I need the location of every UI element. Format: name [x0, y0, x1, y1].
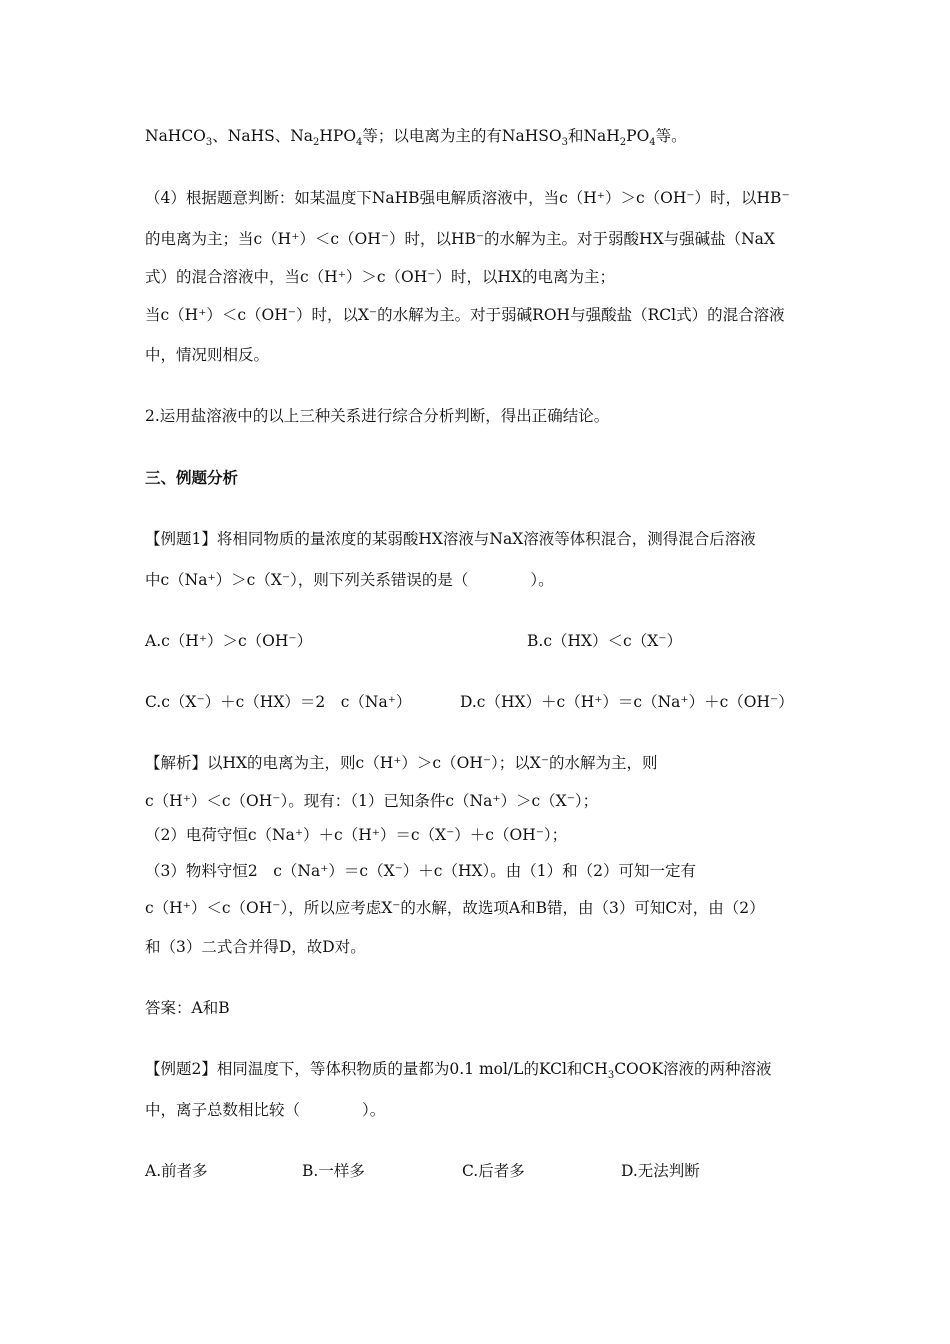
example-2-line-2: 中，离子总数相比较（ ）。	[145, 1101, 386, 1119]
paragraph-4-line-4: 当c（H⁺）＜c（OH⁻）时，以X⁻的水解为主。对于弱碱ROH与强酸盐（RCl式）的混合溶液	[145, 306, 785, 324]
text: 等；以电离为主的有NaHSO	[362, 127, 562, 145]
analysis-line-4: （3）物料守恒2 c（Na⁺）＝c（X⁻）＋c（HX）。由（1）和（2）可知一定有	[145, 862, 696, 880]
analysis-line-2: c（H⁺）＜c（OH⁻）。现有：（1）已知条件c（Na⁺）＞c（X⁻）；	[145, 792, 599, 810]
answer-1: 答案：A和B	[145, 999, 230, 1017]
example-2-option-b: B.一样多	[302, 1162, 365, 1180]
example-2-option-a: A.前者多	[145, 1162, 208, 1180]
text: 和NaH	[567, 127, 620, 145]
subscript: 4	[649, 137, 656, 149]
example-1-line-2: 中c（Na⁺）＞c（X⁻），则下列关系错误的是（ ）。	[145, 571, 554, 589]
analysis-line-5: c（H⁺）＜c（OH⁻），所以应考虑X⁻的水解，故选项A和B错，由（3）可知C对，由（2）	[145, 899, 765, 917]
example-2-option-d: D.无法判断	[621, 1162, 700, 1180]
example-2-option-c: C.后者多	[462, 1162, 525, 1180]
paragraph-2: 2.运用盐溶液中的以上三种关系进行综合分析判断，得出正确结论。	[145, 407, 610, 425]
example-1-line-1: 【例题1】将相同物质的量浓度的某弱酸HX溶液与NaX溶液等体积混合，测得混合后溶液	[145, 530, 756, 548]
text: COOK溶液的两种溶液	[614, 1060, 772, 1078]
text: 、NaHS、Na	[212, 127, 314, 145]
section-heading: 三、例题分析	[145, 468, 239, 487]
example-1-option-b: B.c（HX）＜c（X⁻）	[527, 632, 682, 650]
subscript: 3	[607, 1070, 615, 1082]
paragraph-4-line-3: 式）的混合溶液中，当c（H⁺）＞c（OH⁻）时，以HX的电离为主；	[145, 268, 616, 286]
subscript: 3	[205, 137, 213, 149]
text: PO	[626, 127, 650, 145]
text: 等。	[655, 127, 687, 145]
analysis-line-6: 和（3）二式合并得D，故D对。	[145, 938, 366, 956]
paragraph-4-line-1: （4）根据题意判断：如某温度下NaHB强电解质溶液中，当c（H⁺）＞c（OH⁻）时，以HB⁻	[145, 189, 790, 207]
example-2-line-1	[145, 1059, 772, 1082]
text: 【例题2】相同温度下，等体积物质的量都为0.1 mol/L的KCl和CH	[145, 1060, 608, 1078]
subscript: 3	[561, 137, 568, 149]
paragraph-4-line-5: 中，情况则相反。	[145, 346, 270, 364]
subscript: 2	[313, 137, 320, 149]
analysis-line-3: （2）电荷守恒c（Na⁺）＋c（H⁺）＝c（X⁻）＋c（OH⁻）；	[145, 826, 568, 844]
text: NaHCO	[145, 127, 206, 145]
example-1-option-a: A.c（H⁺）＞c（OH⁻）	[145, 632, 313, 650]
text: HPO	[319, 127, 357, 145]
text-line-1	[145, 126, 687, 149]
example-1-option-d: D.c（HX）＋c（H⁺）＝c（Na⁺）＋c（OH⁻）	[460, 693, 794, 711]
analysis-line-1: 【解析】以HX的电离为主，则c（H⁺）＞c（OH⁻）；以X⁻的水解为主，则	[145, 754, 658, 772]
example-1-option-c: C.c（X⁻）＋c（HX）＝2 c（Na⁺）	[145, 693, 412, 711]
subscript: 2	[619, 137, 627, 149]
paragraph-4-line-2: 的电离为主；当c（H⁺）＜c（OH⁻）时，以HB⁻的水解为主。对于弱酸HX与强碱盐（NaX	[145, 230, 775, 248]
subscript: 4	[356, 137, 363, 149]
